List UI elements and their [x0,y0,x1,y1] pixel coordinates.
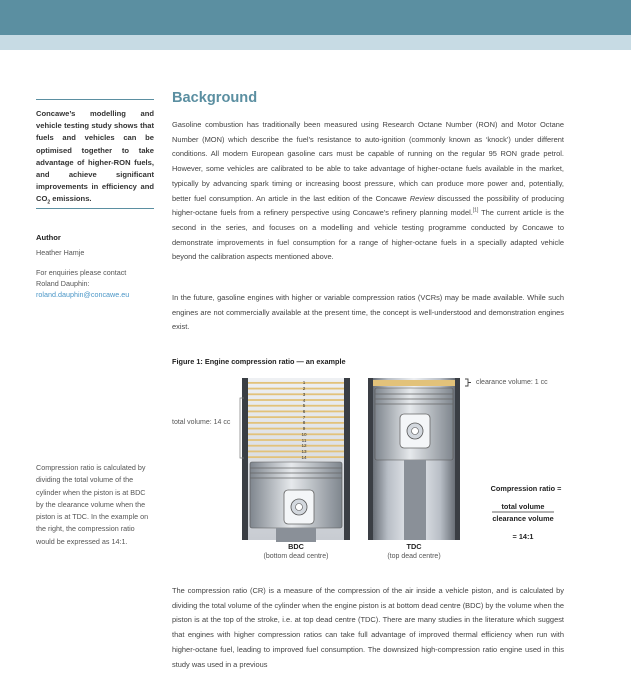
scale-number: 4 [302,397,306,403]
header-band [0,0,631,35]
scale-number: 3 [302,391,306,397]
author-heading: Author [36,233,61,242]
figure-title: Figure 1: Engine compression ratio — an example [172,357,346,366]
tdc-sublabel: (top dead centre) [387,553,441,560]
scale-number: 2 [302,386,306,392]
formula-result: = 14:1 [512,532,534,541]
clearance-volume-label: clearance volume: 1 cc [476,379,548,386]
engine-figure [172,374,602,574]
tdc-label: TDC [406,542,422,551]
formula-numerator: total volume [501,502,545,511]
scale-number: 10 [301,431,307,437]
enquiry-block [36,267,154,301]
scale-number: 11 [301,437,307,443]
bdc-label: BDC [288,542,304,551]
header-sub-band [0,35,631,50]
sidebar-rule-top [36,99,154,100]
clearance-bracket [465,379,471,386]
paragraph-3: The compression ratio (CR) is a measure of the compression of the air inside a vehicle piston, and is calculated by dividing the total volume of the cylinder when the engine piston is at bottom dead centre (BDC) by the volume when the piston is at the top of the stroke, i.e. at top dead centre (TDC). There are many studies in the literature which suggest that engines with higher compression ratios can take full advantage of improved thermal efficiency when run with higher-octane fuel, leading to improved fuel consumption. The downsized high-compression ratio engine used in this study was used in a previous [172,586,564,669]
scale-number: 5 [302,403,306,409]
enquiry-line: For enquiries please contact [36,268,127,277]
total-volume-label: total volume: 14 cc [172,419,231,426]
scale-number: 1 [302,380,306,386]
formula-title: Compression ratio = [490,484,562,493]
sidebar-intro: Concawe’s modelling and vehicle testing study shows that fuels and vehicles can be optimised together to take advantage of higher-RON fuels, and achieve significant improvements in efficiency and $CO_2$ emissions. [36,109,154,206]
scale-number: 14 [301,454,307,460]
scale-number: 12 [301,443,307,449]
enquiry-email-link[interactable]: roland.dauphin@concawe.eu [36,290,130,300]
paragraph-2: In the future, gasoline engines with higher or variable compression ratios (VCRs) may be made available. While such engines are not commercially available at the present time, the concept is well-understood and demonstration engines exist. [172,293,564,332]
engine-diagram [172,374,602,574]
enquiry-contact: Roland Dauphin: [36,279,90,289]
scale-number: 8 [302,420,306,426]
scale-number: 9 [302,426,306,432]
section-heading: Background [172,90,258,106]
paragraph-1: Gasoline combustion has traditionally been measured using Research Octane Number (RON) and Motor Octane Number (MON) which describe the fuel’s resistance to auto-ignition (commonly known as ‘knock’) under different conditions. All modern European gasoline cars must be capable of running on the regular 95 RON grade petrol. However, some vehicles are calibrated to be able to take advantage of higher-octane fuels available in the market, typically by advancing spark timing or increasing boost pressure, which can produce more power and, potentially, better fuel consumption. An article in the last edition of the Concawe Review discussed the possibility of producing higher-octane fuels from a refinery perspective using Concawe’s refinery planning model.[1] The current article is the second in the series, and focuses on a modelling and vehicle testing programme conducted by Concawe to demonstrate improvements in fuel consumption for a range of higher-octane fuels in a specially adapted vehicle beyond the calibration aspects mentioned above. [172,120,564,262]
bdc-sublabel: (bottom dead centre) [263,553,329,560]
sidebar-rule-bottom [36,208,154,209]
formula-denominator: clearance volume [492,514,554,523]
scale-number: 7 [302,414,306,420]
scale-number: 6 [302,408,306,414]
scale-number: 13 [301,448,307,454]
sidebar-caption: Compression ratio is calculated by dividing the total volume of the cylinder when the piston is at BDC by the clearance volume when the piston is at TDC. In the example on the right, the compression ratio would be expressed as 14:1. [36,463,149,546]
author-name: Heather Hamje [36,248,85,257]
tdc-cylinder [368,378,460,540]
